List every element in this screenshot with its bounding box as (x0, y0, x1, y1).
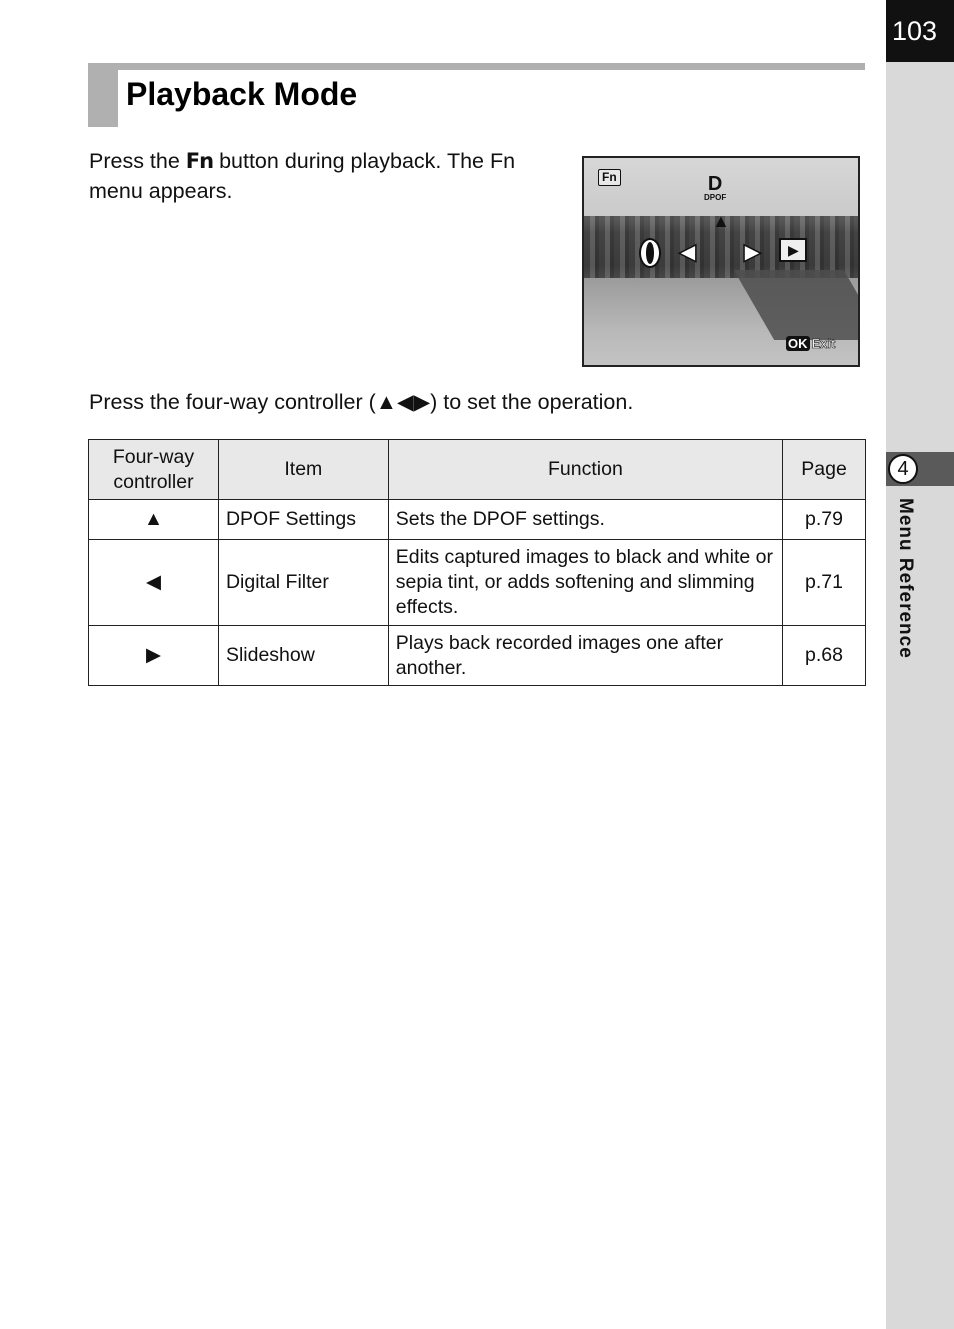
cell-controller: ▶ (89, 626, 219, 686)
header-item: Item (218, 440, 388, 500)
instruction-text: Press the four-way controller (▲◀▶) to set the operation. (89, 390, 634, 414)
page-number: 103 (886, 0, 954, 62)
intro-text (89, 146, 559, 206)
dpof-icon (704, 174, 726, 202)
cell-controller: ▲ (89, 500, 219, 540)
fn-button-icon: Fn (185, 149, 214, 173)
cell-function: Plays back recorded images one after another. (388, 626, 782, 686)
arrow-left-icon: ◀ (679, 239, 696, 264)
cell-controller: ◀ (89, 540, 219, 626)
cell-function: Edits captured images to black and white or sepia tint, or adds softening and slimming effects. (388, 540, 782, 626)
arrow-right-icon: ▶ (744, 239, 761, 264)
cell-function: Sets the DPOF settings. (388, 500, 782, 540)
table-header-row (89, 440, 866, 500)
slideshow-icon (779, 238, 807, 262)
cell-page: p.79 (783, 500, 866, 540)
intro-part1: Press the (89, 149, 186, 173)
cell-page: p.71 (783, 540, 866, 626)
exit-label: Exit (811, 336, 836, 351)
ok-exit-hint (786, 336, 835, 351)
ok-button-icon: OK (788, 336, 808, 351)
page-title: Playback Mode (126, 76, 358, 112)
fn-badge-icon: Fn (598, 169, 621, 186)
camera-screen-image (582, 156, 860, 367)
dpof-label: DPOF (704, 193, 727, 202)
cell-item: DPOF Settings (218, 500, 388, 540)
header-controller: Four-way controller (89, 440, 219, 500)
title-rule (88, 63, 865, 70)
header-page: Page (783, 440, 866, 500)
dpof-glyph: D (707, 173, 723, 195)
chapter-number: 4 (888, 454, 918, 484)
header-function: Function (388, 440, 782, 500)
function-table (88, 439, 866, 686)
table-row (89, 626, 866, 686)
digital-filter-icon (639, 238, 661, 268)
arrow-up-icon: ▲ (712, 211, 730, 231)
chapter-label: Menu Reference (895, 498, 916, 659)
cell-item: Digital Filter (218, 540, 388, 626)
title-marker (88, 63, 118, 127)
slideshow-play-glyph: ▶ (788, 242, 799, 258)
side-tab-bar (886, 0, 954, 1329)
table-row (89, 500, 866, 540)
table-row (89, 540, 866, 626)
cell-item: Slideshow (218, 626, 388, 686)
cell-page: p.68 (783, 626, 866, 686)
intro-part2: button during playback. The Fn menu appears. (89, 149, 516, 203)
